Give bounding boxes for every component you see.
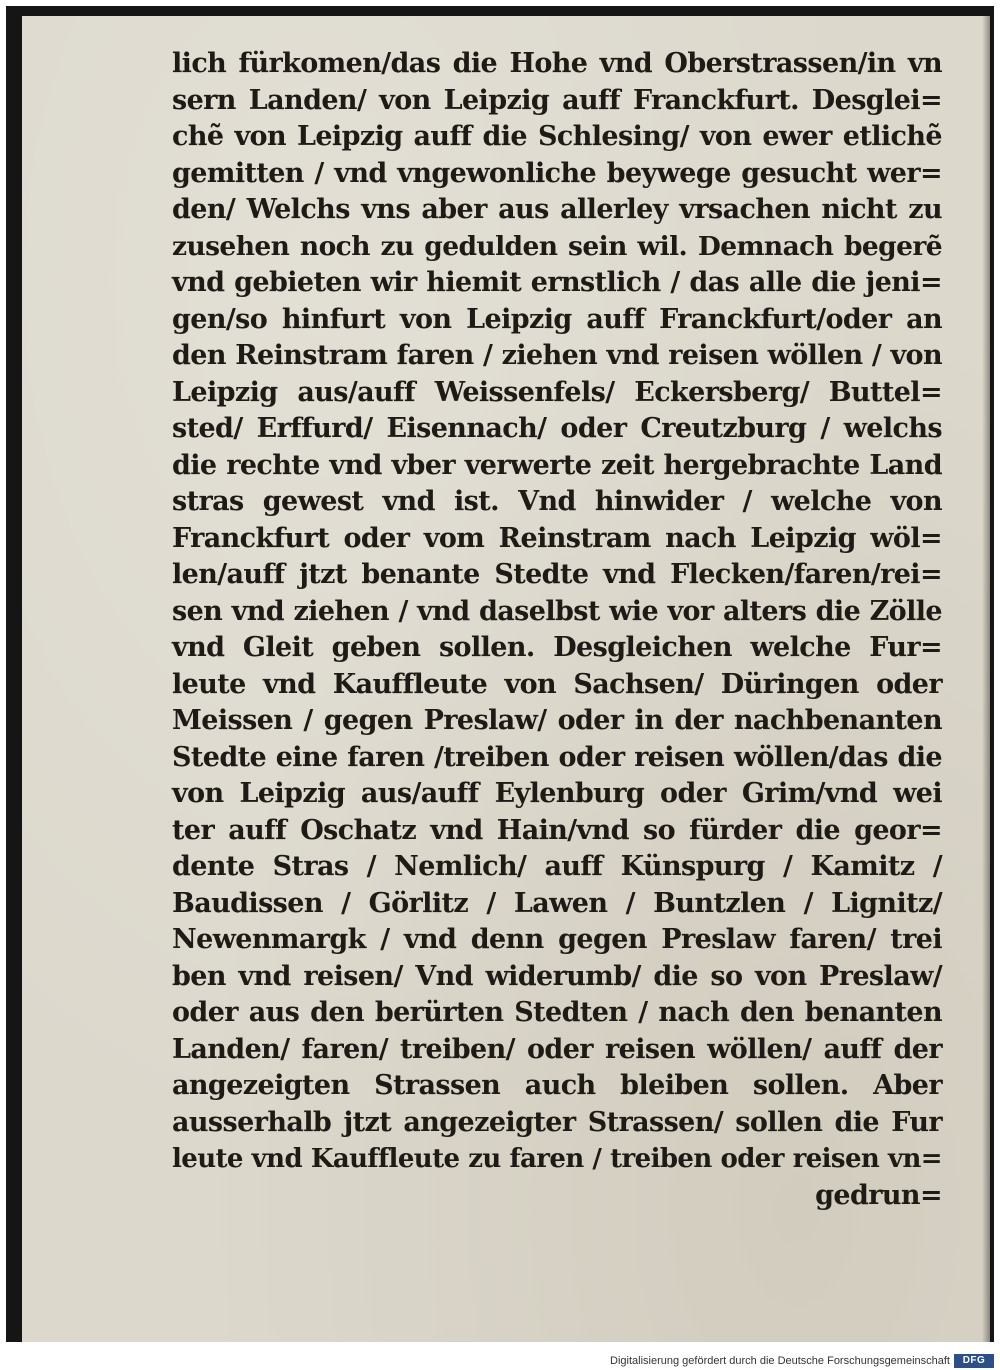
text-line: len/auff jtzt benante Stedte vnd Flecken/faren/rei= xyxy=(172,559,942,590)
text-line: oder aus den berürten Stedten / nach den benanten xyxy=(172,997,942,1028)
page-edge-shadow xyxy=(982,16,990,1342)
text-line: den/ Welchs vns aber aus allerley vrsachen nicht zu xyxy=(172,194,942,225)
dfg-logo: DFG xyxy=(954,1354,994,1368)
text-line: sern Landen/ von Leipzig auff Franckfurt. Desglei= xyxy=(172,84,942,116)
text-line: zusehen noch zu gedulden sein wil. Demnach begerẽ xyxy=(172,230,942,262)
text-line: lich fürkomen/das die Hohe vnd Oberstrassen/in vn xyxy=(172,48,942,79)
text-line: gemitten / vnd vngewonliche beywege gesucht wer= xyxy=(172,157,942,189)
funding-notice: Digitalisierung gefördert durch die Deutsche Forschungsgemeinschaft xyxy=(610,1355,950,1367)
text-line: die rechte vnd vber verwerte zeit hergebrachte Land xyxy=(172,449,942,481)
text-line: Leipzig aus/auff Weissenfels/ Eckersberg/ Buttel= xyxy=(172,376,942,408)
text-line: Franckfurt oder vom Reinstram nach Leipzig wöl= xyxy=(172,522,942,554)
scanned-page xyxy=(22,16,990,1342)
text-line: Stedte eine faren /treiben oder reisen wöllen/das die xyxy=(172,741,942,773)
text-line: angezeigten Strassen auch bleiben sollen. Aber xyxy=(172,1070,942,1101)
text-line: Meissen / gegen Preslaw/ oder in der nachbenanten xyxy=(172,705,942,736)
text-line: gedrun= xyxy=(815,1179,942,1211)
text-line: leute vnd Kauffleute von Sachsen/ Düringen oder xyxy=(172,668,942,700)
blackletter-text-block xyxy=(172,46,942,1214)
text-line: vnd gebieten wir hiemit ernstlich / das alle die jeni= xyxy=(172,267,942,298)
scan-frame xyxy=(6,6,994,1342)
text-line: Baudissen / Görlitz / Lawen / Buntzlen / Lignitz/ xyxy=(172,887,942,919)
text-line: sen vnd ziehen / vnd daselbst wie vor alters die Zölle xyxy=(172,595,942,627)
text-line: sted/ Erffurd/ Eisennach/ oder Creutzburg / welchs xyxy=(172,413,942,444)
text-line: von Leipzig aus/auff Eylenburg oder Grim/vnd wei xyxy=(172,778,942,809)
text-line: leute vnd Kauffleute zu faren / treiben oder reisen vn= xyxy=(172,1144,942,1174)
footer-bar xyxy=(0,1352,1000,1370)
text-line: gen/so hinfurt von Leipzig auff Franckfurt/oder an xyxy=(172,303,942,335)
text-line: ter auff Oschatz vnd Hain/vnd so fürder die geor= xyxy=(172,814,942,846)
text-line: Newenmargk / vnd denn gegen Preslaw faren/ trei xyxy=(172,924,942,955)
text-line: Landen/ faren/ treiben/ oder reisen wöllen/ auff der xyxy=(172,1033,942,1065)
text-line: stras gewest vnd ist. Vnd hinwider / welche von xyxy=(172,486,942,517)
text-line: den Reinstram faren / ziehen vnd reisen wöllen / von xyxy=(172,340,942,371)
text-line: ausserhalb jtzt angezeigter Strassen/ sollen die Fur xyxy=(172,1106,942,1138)
text-line: vnd Gleit geben sollen. Desgleichen welche Fur= xyxy=(172,632,942,663)
text-line: ben vnd reisen/ Vnd widerumb/ die so von Preslaw/ xyxy=(172,960,942,992)
text-line: chẽ von Leipzig auff die Schlesing/ von ewer etlichẽ xyxy=(172,121,942,152)
text-line: dente Stras / Nemlich/ auff Künspurg / Kamitz / xyxy=(172,851,942,882)
